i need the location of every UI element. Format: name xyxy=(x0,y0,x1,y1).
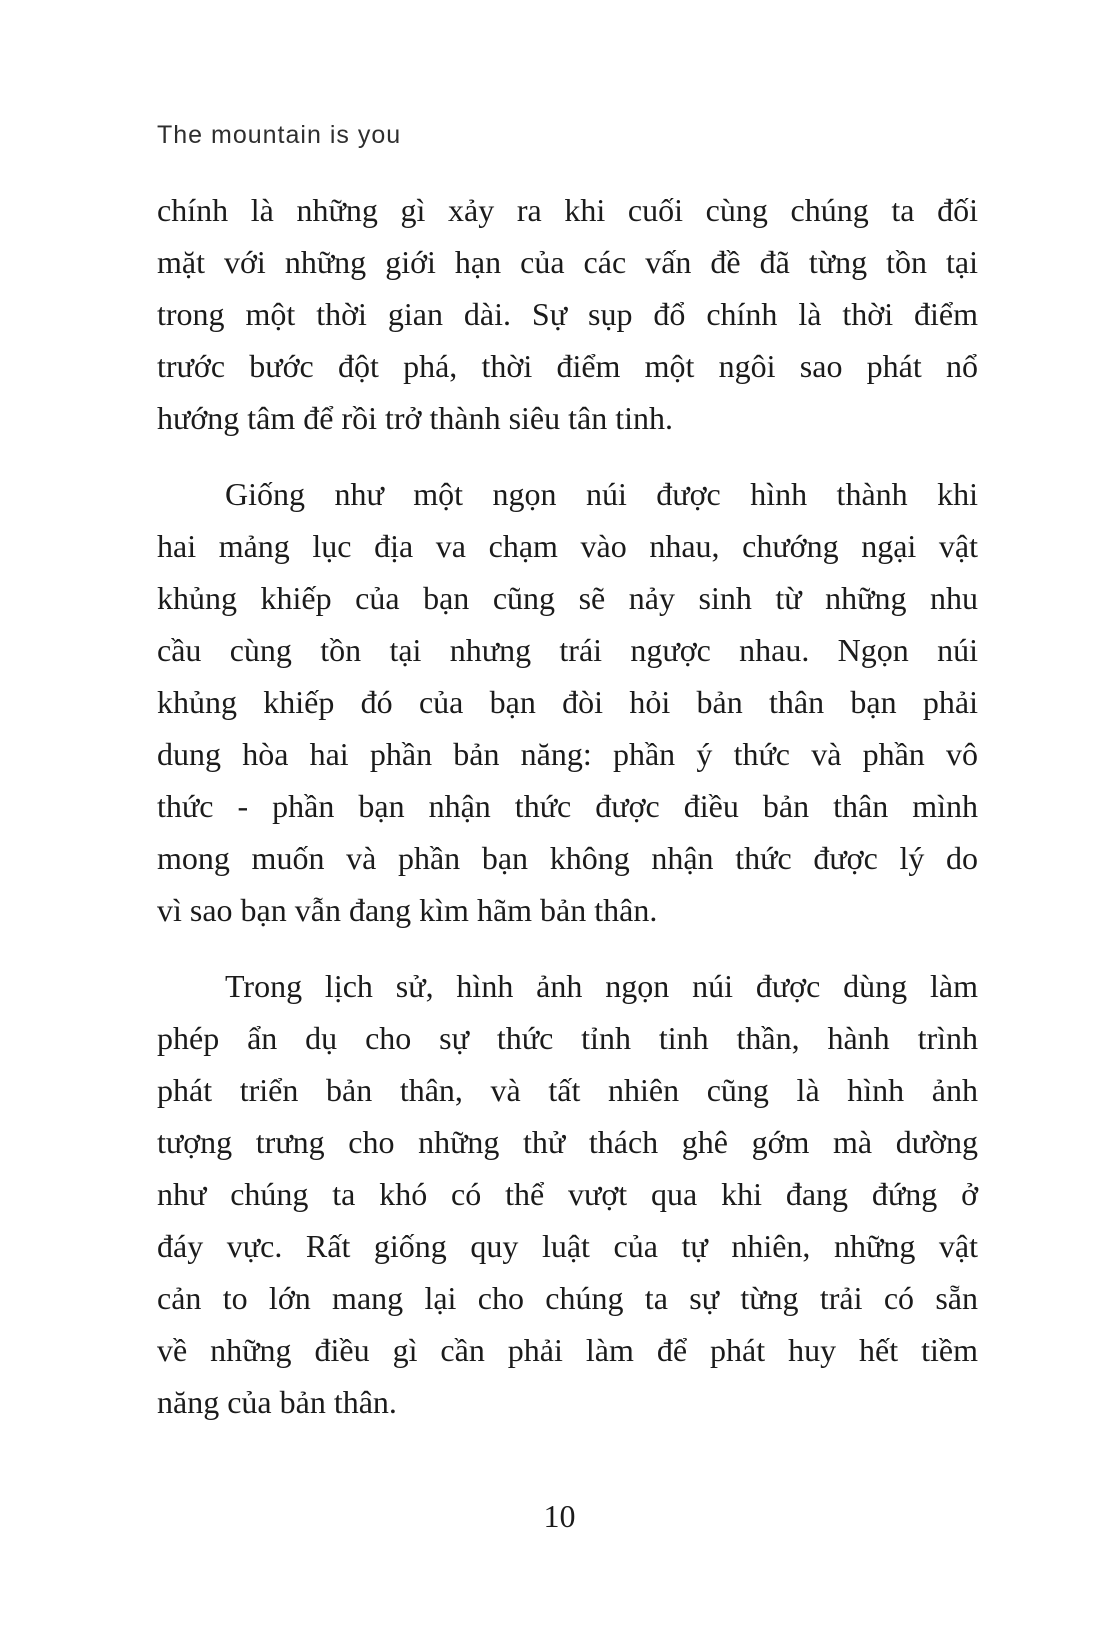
text-line: mong muốn và phần bạn không nhận thức được lý do xyxy=(157,840,978,876)
text-line: cầu cùng tồn tại nhưng trái ngược nhau. Ngọn núi xyxy=(157,632,978,668)
paragraph xyxy=(157,468,978,936)
text-line: chính là những gì xảy ra khi cuối cùng chúng ta đối xyxy=(157,192,978,228)
text-line: dung hòa hai phần bản năng: phần ý thức và phần vô xyxy=(157,736,978,772)
text-line: phép ẩn dụ cho sự thức tỉnh tinh thần, hành trình xyxy=(157,1020,978,1056)
paragraph xyxy=(157,960,978,1428)
text-line: Trong lịch sử, hình ảnh ngọn núi được dùng làm xyxy=(225,968,978,1004)
text-line: mặt với những giới hạn của các vấn đề đã từng tồn tại xyxy=(157,244,978,280)
paragraph xyxy=(157,184,978,444)
text-line: thức - phần bạn nhận thức được điều bản thân mình xyxy=(157,788,978,824)
text-line: phát triển bản thân, và tất nhiên cũng là hình ảnh xyxy=(157,1072,978,1108)
text-line: trong một thời gian dài. Sự sụp đổ chính là thời điểm xyxy=(157,296,978,332)
text-line: tượng trưng cho những thử thách ghê gớm mà dường xyxy=(157,1124,978,1160)
text-line: Giống như một ngọn núi được hình thành khi xyxy=(225,476,978,512)
text-line: hai mảng lục địa va chạm vào nhau, chướng ngại vật xyxy=(157,528,978,564)
text-line: trước bước đột phá, thời điểm một ngôi sao phát nổ xyxy=(157,348,978,384)
text-line: khủng khiếp của bạn cũng sẽ nảy sinh từ những nhu xyxy=(157,580,978,616)
text-line: về những điều gì cần phải làm để phát huy hết tiềm xyxy=(157,1332,978,1368)
text-line: cản to lớn mang lại cho chúng ta sự từng trải có sẵn xyxy=(157,1280,978,1316)
page-number: 10 xyxy=(543,1498,576,1534)
text-line: năng của bản thân. xyxy=(157,1384,397,1420)
text-line: khủng khiếp đó của bạn đòi hỏi bản thân bạn phải xyxy=(157,684,978,720)
running-header: The mountain is you xyxy=(157,121,402,149)
page-body xyxy=(157,184,978,1452)
text-line: hướng tâm để rồi trở thành siêu tân tinh. xyxy=(157,400,673,436)
text-line: như chúng ta khó có thể vượt qua khi đang đứng ở xyxy=(157,1176,978,1212)
text-line: đáy vực. Rất giống quy luật của tự nhiên, những vật xyxy=(157,1228,978,1264)
text-line: vì sao bạn vẫn đang kìm hãm bản thân. xyxy=(157,892,658,928)
